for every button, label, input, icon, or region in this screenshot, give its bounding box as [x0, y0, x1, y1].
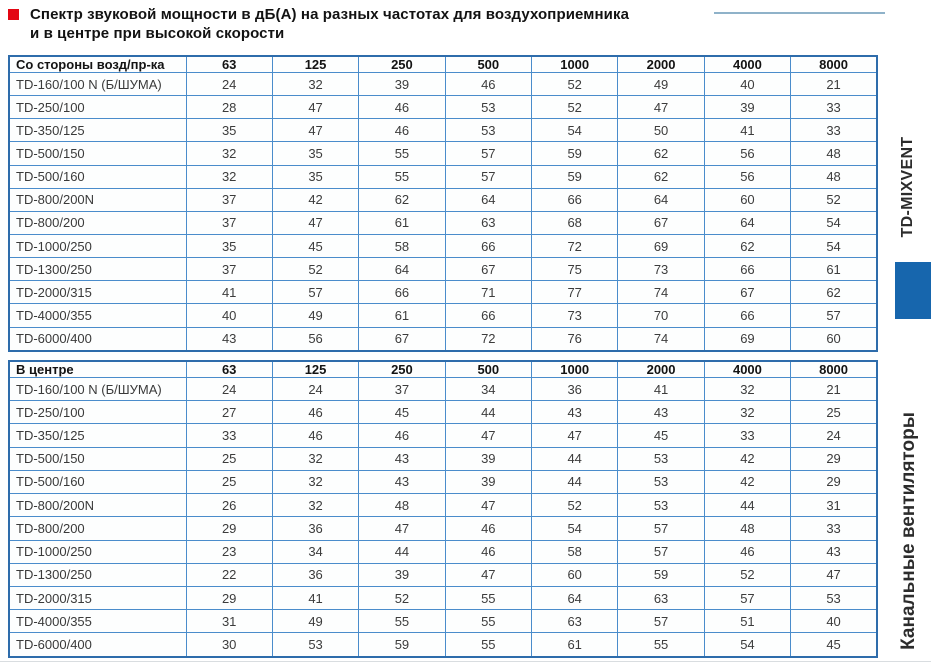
value-cell: 58: [532, 540, 618, 563]
value-cell: 57: [791, 304, 877, 327]
value-cell: 68: [532, 211, 618, 234]
value-cell: 56: [704, 165, 790, 188]
value-cell: 48: [359, 494, 445, 517]
value-cell: 53: [618, 447, 704, 470]
table-inlet-side-wrap: [8, 55, 878, 352]
model-cell: TD-1300/250: [9, 258, 186, 281]
value-cell: 22: [186, 563, 272, 586]
value-cell: 29: [186, 586, 272, 609]
value-cell: 53: [445, 119, 531, 142]
value-cell: 29: [791, 470, 877, 493]
model-cell: TD-500/160: [9, 165, 186, 188]
frequency-header: 63: [186, 361, 272, 378]
value-cell: 55: [359, 142, 445, 165]
value-cell: 37: [186, 258, 272, 281]
value-cell: 60: [704, 188, 790, 211]
value-cell: 69: [704, 327, 790, 351]
value-cell: 43: [791, 540, 877, 563]
value-cell: 46: [704, 540, 790, 563]
table-row: [9, 447, 877, 470]
value-cell: 61: [532, 633, 618, 657]
value-cell: 48: [704, 517, 790, 540]
value-cell: 40: [186, 304, 272, 327]
value-cell: 39: [359, 73, 445, 96]
frequency-header: 63: [186, 56, 272, 73]
model-cell: TD-4000/355: [9, 304, 186, 327]
value-cell: 41: [618, 378, 704, 401]
value-cell: 57: [704, 586, 790, 609]
frequency-header: 8000: [791, 56, 877, 73]
model-cell: TD-250/100: [9, 96, 186, 119]
model-cell: TD-500/150: [9, 142, 186, 165]
value-cell: 43: [532, 401, 618, 424]
value-cell: 39: [445, 470, 531, 493]
value-cell: 54: [532, 517, 618, 540]
value-cell: 52: [532, 494, 618, 517]
table-row: [9, 304, 877, 327]
value-cell: 63: [445, 211, 531, 234]
value-cell: 47: [272, 119, 358, 142]
value-cell: 64: [532, 586, 618, 609]
value-cell: 61: [791, 258, 877, 281]
model-cell: TD-1000/250: [9, 540, 186, 563]
value-cell: 45: [618, 424, 704, 447]
value-cell: 44: [359, 540, 445, 563]
table-row: [9, 211, 877, 234]
value-cell: 59: [532, 142, 618, 165]
model-cell: TD-250/100: [9, 401, 186, 424]
value-cell: 32: [272, 73, 358, 96]
value-cell: 63: [618, 586, 704, 609]
value-cell: 46: [359, 119, 445, 142]
value-cell: 60: [532, 563, 618, 586]
value-cell: 25: [186, 447, 272, 470]
frequency-header: 2000: [618, 361, 704, 378]
value-cell: 42: [704, 470, 790, 493]
value-cell: 54: [704, 633, 790, 657]
model-cell: TD-1000/250: [9, 234, 186, 257]
value-cell: 64: [359, 258, 445, 281]
value-cell: 70: [618, 304, 704, 327]
value-cell: 73: [532, 304, 618, 327]
value-cell: 55: [445, 610, 531, 633]
value-cell: 44: [704, 494, 790, 517]
value-cell: 55: [359, 165, 445, 188]
value-cell: 52: [532, 96, 618, 119]
value-cell: 32: [272, 447, 358, 470]
frequency-header: 125: [272, 56, 358, 73]
value-cell: 47: [272, 211, 358, 234]
value-cell: 36: [272, 563, 358, 586]
value-cell: 23: [186, 540, 272, 563]
value-cell: 36: [272, 517, 358, 540]
value-cell: 32: [186, 142, 272, 165]
table-row: [9, 119, 877, 142]
value-cell: 34: [272, 540, 358, 563]
table-row: [9, 327, 877, 351]
value-cell: 55: [445, 633, 531, 657]
frequency-header: 125: [272, 361, 358, 378]
value-cell: 29: [791, 447, 877, 470]
value-cell: 64: [618, 188, 704, 211]
model-cell: TD-800/200N: [9, 188, 186, 211]
value-cell: 24: [186, 73, 272, 96]
value-cell: 62: [704, 234, 790, 257]
model-cell: TD-6000/400: [9, 327, 186, 351]
table-row: [9, 258, 877, 281]
value-cell: 61: [359, 211, 445, 234]
value-cell: 54: [791, 211, 877, 234]
frequency-header: 500: [445, 56, 531, 73]
frequency-header: 1000: [532, 56, 618, 73]
sidebar-blue-square: [895, 262, 931, 319]
table-row: [9, 633, 877, 657]
value-cell: 57: [618, 517, 704, 540]
value-cell: 35: [272, 142, 358, 165]
model-cell: TD-160/100 N (Б/ШУМА): [9, 378, 186, 401]
value-cell: 59: [359, 633, 445, 657]
value-cell: 44: [532, 447, 618, 470]
value-cell: 51: [704, 610, 790, 633]
model-cell: TD-350/125: [9, 119, 186, 142]
value-cell: 47: [445, 494, 531, 517]
value-cell: 27: [186, 401, 272, 424]
value-cell: 26: [186, 494, 272, 517]
table-row: [9, 96, 877, 119]
value-cell: 24: [791, 424, 877, 447]
value-cell: 46: [359, 424, 445, 447]
frequency-header: 4000: [704, 56, 790, 73]
value-cell: 39: [445, 447, 531, 470]
value-cell: 63: [532, 610, 618, 633]
header-row: [9, 56, 877, 73]
corner-header-label: В центре: [9, 361, 186, 378]
value-cell: 45: [359, 401, 445, 424]
value-cell: 62: [618, 142, 704, 165]
page-title-line2: и в центре при высокой скорости: [30, 25, 285, 42]
value-cell: 43: [618, 401, 704, 424]
value-cell: 37: [359, 378, 445, 401]
frequency-header: 1000: [532, 361, 618, 378]
value-cell: 62: [791, 281, 877, 304]
value-cell: 72: [445, 327, 531, 351]
frequency-header: 250: [359, 56, 445, 73]
table-row: [9, 165, 877, 188]
value-cell: 57: [618, 610, 704, 633]
table-row: [9, 517, 877, 540]
value-cell: 53: [445, 96, 531, 119]
page-title: [30, 5, 629, 43]
value-cell: 30: [186, 633, 272, 657]
table-row: [9, 610, 877, 633]
value-cell: 66: [445, 304, 531, 327]
model-cell: TD-2000/315: [9, 281, 186, 304]
value-cell: 25: [186, 470, 272, 493]
value-cell: 53: [618, 470, 704, 493]
model-cell: TD-800/200: [9, 211, 186, 234]
value-cell: 64: [704, 211, 790, 234]
value-cell: 35: [186, 234, 272, 257]
model-cell: TD-4000/355: [9, 610, 186, 633]
value-cell: 48: [791, 165, 877, 188]
value-cell: 33: [186, 424, 272, 447]
frequency-header: 2000: [618, 56, 704, 73]
value-cell: 61: [359, 304, 445, 327]
value-cell: 57: [618, 540, 704, 563]
value-cell: 57: [272, 281, 358, 304]
value-cell: 67: [704, 281, 790, 304]
sidebar-series-label: TD-MIXVENT: [899, 136, 916, 238]
value-cell: 45: [272, 234, 358, 257]
model-cell: TD-500/160: [9, 470, 186, 493]
value-cell: 66: [359, 281, 445, 304]
value-cell: 66: [704, 258, 790, 281]
value-cell: 66: [704, 304, 790, 327]
value-cell: 47: [359, 517, 445, 540]
value-cell: 24: [272, 378, 358, 401]
value-cell: 32: [186, 165, 272, 188]
table-row: [9, 188, 877, 211]
value-cell: 46: [445, 540, 531, 563]
value-cell: 48: [791, 142, 877, 165]
value-cell: 31: [791, 494, 877, 517]
model-cell: TD-800/200N: [9, 494, 186, 517]
value-cell: 35: [272, 165, 358, 188]
value-cell: 58: [359, 234, 445, 257]
table-row: [9, 73, 877, 96]
value-cell: 32: [272, 470, 358, 493]
table-row: [9, 470, 877, 493]
value-cell: 29: [186, 517, 272, 540]
value-cell: 52: [791, 188, 877, 211]
value-cell: 53: [791, 586, 877, 609]
value-cell: 52: [532, 73, 618, 96]
value-cell: 33: [791, 517, 877, 540]
model-cell: TD-2000/315: [9, 586, 186, 609]
table-row: [9, 378, 877, 401]
value-cell: 52: [704, 563, 790, 586]
value-cell: 74: [618, 281, 704, 304]
value-cell: 42: [704, 447, 790, 470]
value-cell: 57: [445, 165, 531, 188]
value-cell: 55: [359, 610, 445, 633]
frequency-header: 8000: [791, 361, 877, 378]
value-cell: 46: [445, 73, 531, 96]
table-row: [9, 234, 877, 257]
value-cell: 59: [618, 563, 704, 586]
value-cell: 28: [186, 96, 272, 119]
value-cell: 32: [704, 401, 790, 424]
value-cell: 31: [186, 610, 272, 633]
value-cell: 71: [445, 281, 531, 304]
value-cell: 41: [272, 586, 358, 609]
value-cell: 47: [532, 424, 618, 447]
value-cell: 32: [272, 494, 358, 517]
value-cell: 67: [618, 211, 704, 234]
value-cell: 47: [445, 424, 531, 447]
value-cell: 42: [272, 188, 358, 211]
value-cell: 37: [186, 211, 272, 234]
model-cell: TD-6000/400: [9, 633, 186, 657]
value-cell: 46: [445, 517, 531, 540]
value-cell: 49: [272, 610, 358, 633]
frequency-header: 4000: [704, 361, 790, 378]
value-cell: 24: [186, 378, 272, 401]
frequency-header: 250: [359, 361, 445, 378]
value-cell: 50: [618, 119, 704, 142]
table-row: [9, 540, 877, 563]
value-cell: 47: [445, 563, 531, 586]
value-cell: 39: [359, 563, 445, 586]
value-cell: 52: [272, 258, 358, 281]
value-cell: 45: [791, 633, 877, 657]
value-cell: 74: [618, 327, 704, 351]
model-cell: TD-1300/250: [9, 563, 186, 586]
model-cell: TD-350/125: [9, 424, 186, 447]
value-cell: 57: [445, 142, 531, 165]
value-cell: 40: [704, 73, 790, 96]
value-cell: 52: [359, 586, 445, 609]
value-cell: 41: [186, 281, 272, 304]
value-cell: 46: [359, 96, 445, 119]
value-cell: 43: [186, 327, 272, 351]
model-cell: TD-160/100 N (Б/ШУМА): [9, 73, 186, 96]
value-cell: 33: [791, 119, 877, 142]
table-row: [9, 563, 877, 586]
value-cell: 62: [359, 188, 445, 211]
value-cell: 67: [359, 327, 445, 351]
table-center-wrap: [8, 360, 878, 658]
value-cell: 25: [791, 401, 877, 424]
value-cell: 47: [618, 96, 704, 119]
value-cell: 33: [704, 424, 790, 447]
value-cell: 60: [791, 327, 877, 351]
value-cell: 53: [618, 494, 704, 517]
value-cell: 44: [445, 401, 531, 424]
value-cell: 54: [532, 119, 618, 142]
red-square-bullet-icon: [8, 9, 19, 20]
table-row: [9, 586, 877, 609]
page-title-block: [8, 5, 629, 43]
value-cell: 34: [445, 378, 531, 401]
corner-header-label: Со стороны возд/пр-ка: [9, 56, 186, 73]
value-cell: 62: [618, 165, 704, 188]
value-cell: 35: [186, 119, 272, 142]
value-cell: 46: [272, 401, 358, 424]
value-cell: 77: [532, 281, 618, 304]
table-row: [9, 281, 877, 304]
value-cell: 55: [445, 586, 531, 609]
header-row: [9, 361, 877, 378]
value-cell: 73: [618, 258, 704, 281]
bottom-divider-line: [0, 661, 931, 662]
value-cell: 43: [359, 447, 445, 470]
value-cell: 40: [791, 610, 877, 633]
value-cell: 53: [272, 633, 358, 657]
value-cell: 72: [532, 234, 618, 257]
value-cell: 66: [445, 234, 531, 257]
value-cell: 76: [532, 327, 618, 351]
value-cell: 46: [272, 424, 358, 447]
model-cell: TD-500/150: [9, 447, 186, 470]
table-inlet-side: [8, 55, 878, 352]
value-cell: 49: [618, 73, 704, 96]
table-center: [8, 360, 878, 658]
value-cell: 39: [704, 96, 790, 119]
value-cell: 21: [791, 73, 877, 96]
value-cell: 75: [532, 258, 618, 281]
page-title-line1: Спектр звуковой мощности в дБ(А) на разных частотах для воздухоприемника: [30, 6, 630, 23]
value-cell: 69: [618, 234, 704, 257]
value-cell: 33: [791, 96, 877, 119]
value-cell: 67: [445, 258, 531, 281]
value-cell: 66: [532, 188, 618, 211]
value-cell: 47: [272, 96, 358, 119]
table-row: [9, 424, 877, 447]
value-cell: 41: [704, 119, 790, 142]
value-cell: 59: [532, 165, 618, 188]
model-cell: TD-800/200: [9, 517, 186, 540]
sidebar-category-label: Канальные вентиляторы: [898, 412, 919, 650]
value-cell: 43: [359, 470, 445, 493]
table-row: [9, 401, 877, 424]
value-cell: 49: [272, 304, 358, 327]
frequency-header: 500: [445, 361, 531, 378]
table-row: [9, 142, 877, 165]
value-cell: 64: [445, 188, 531, 211]
value-cell: 56: [704, 142, 790, 165]
value-cell: 56: [272, 327, 358, 351]
value-cell: 32: [704, 378, 790, 401]
value-cell: 36: [532, 378, 618, 401]
value-cell: 21: [791, 378, 877, 401]
table-row: [9, 494, 877, 517]
value-cell: 54: [791, 234, 877, 257]
value-cell: 37: [186, 188, 272, 211]
title-rule-line: [714, 12, 885, 14]
value-cell: 44: [532, 470, 618, 493]
value-cell: 47: [791, 563, 877, 586]
value-cell: 55: [618, 633, 704, 657]
